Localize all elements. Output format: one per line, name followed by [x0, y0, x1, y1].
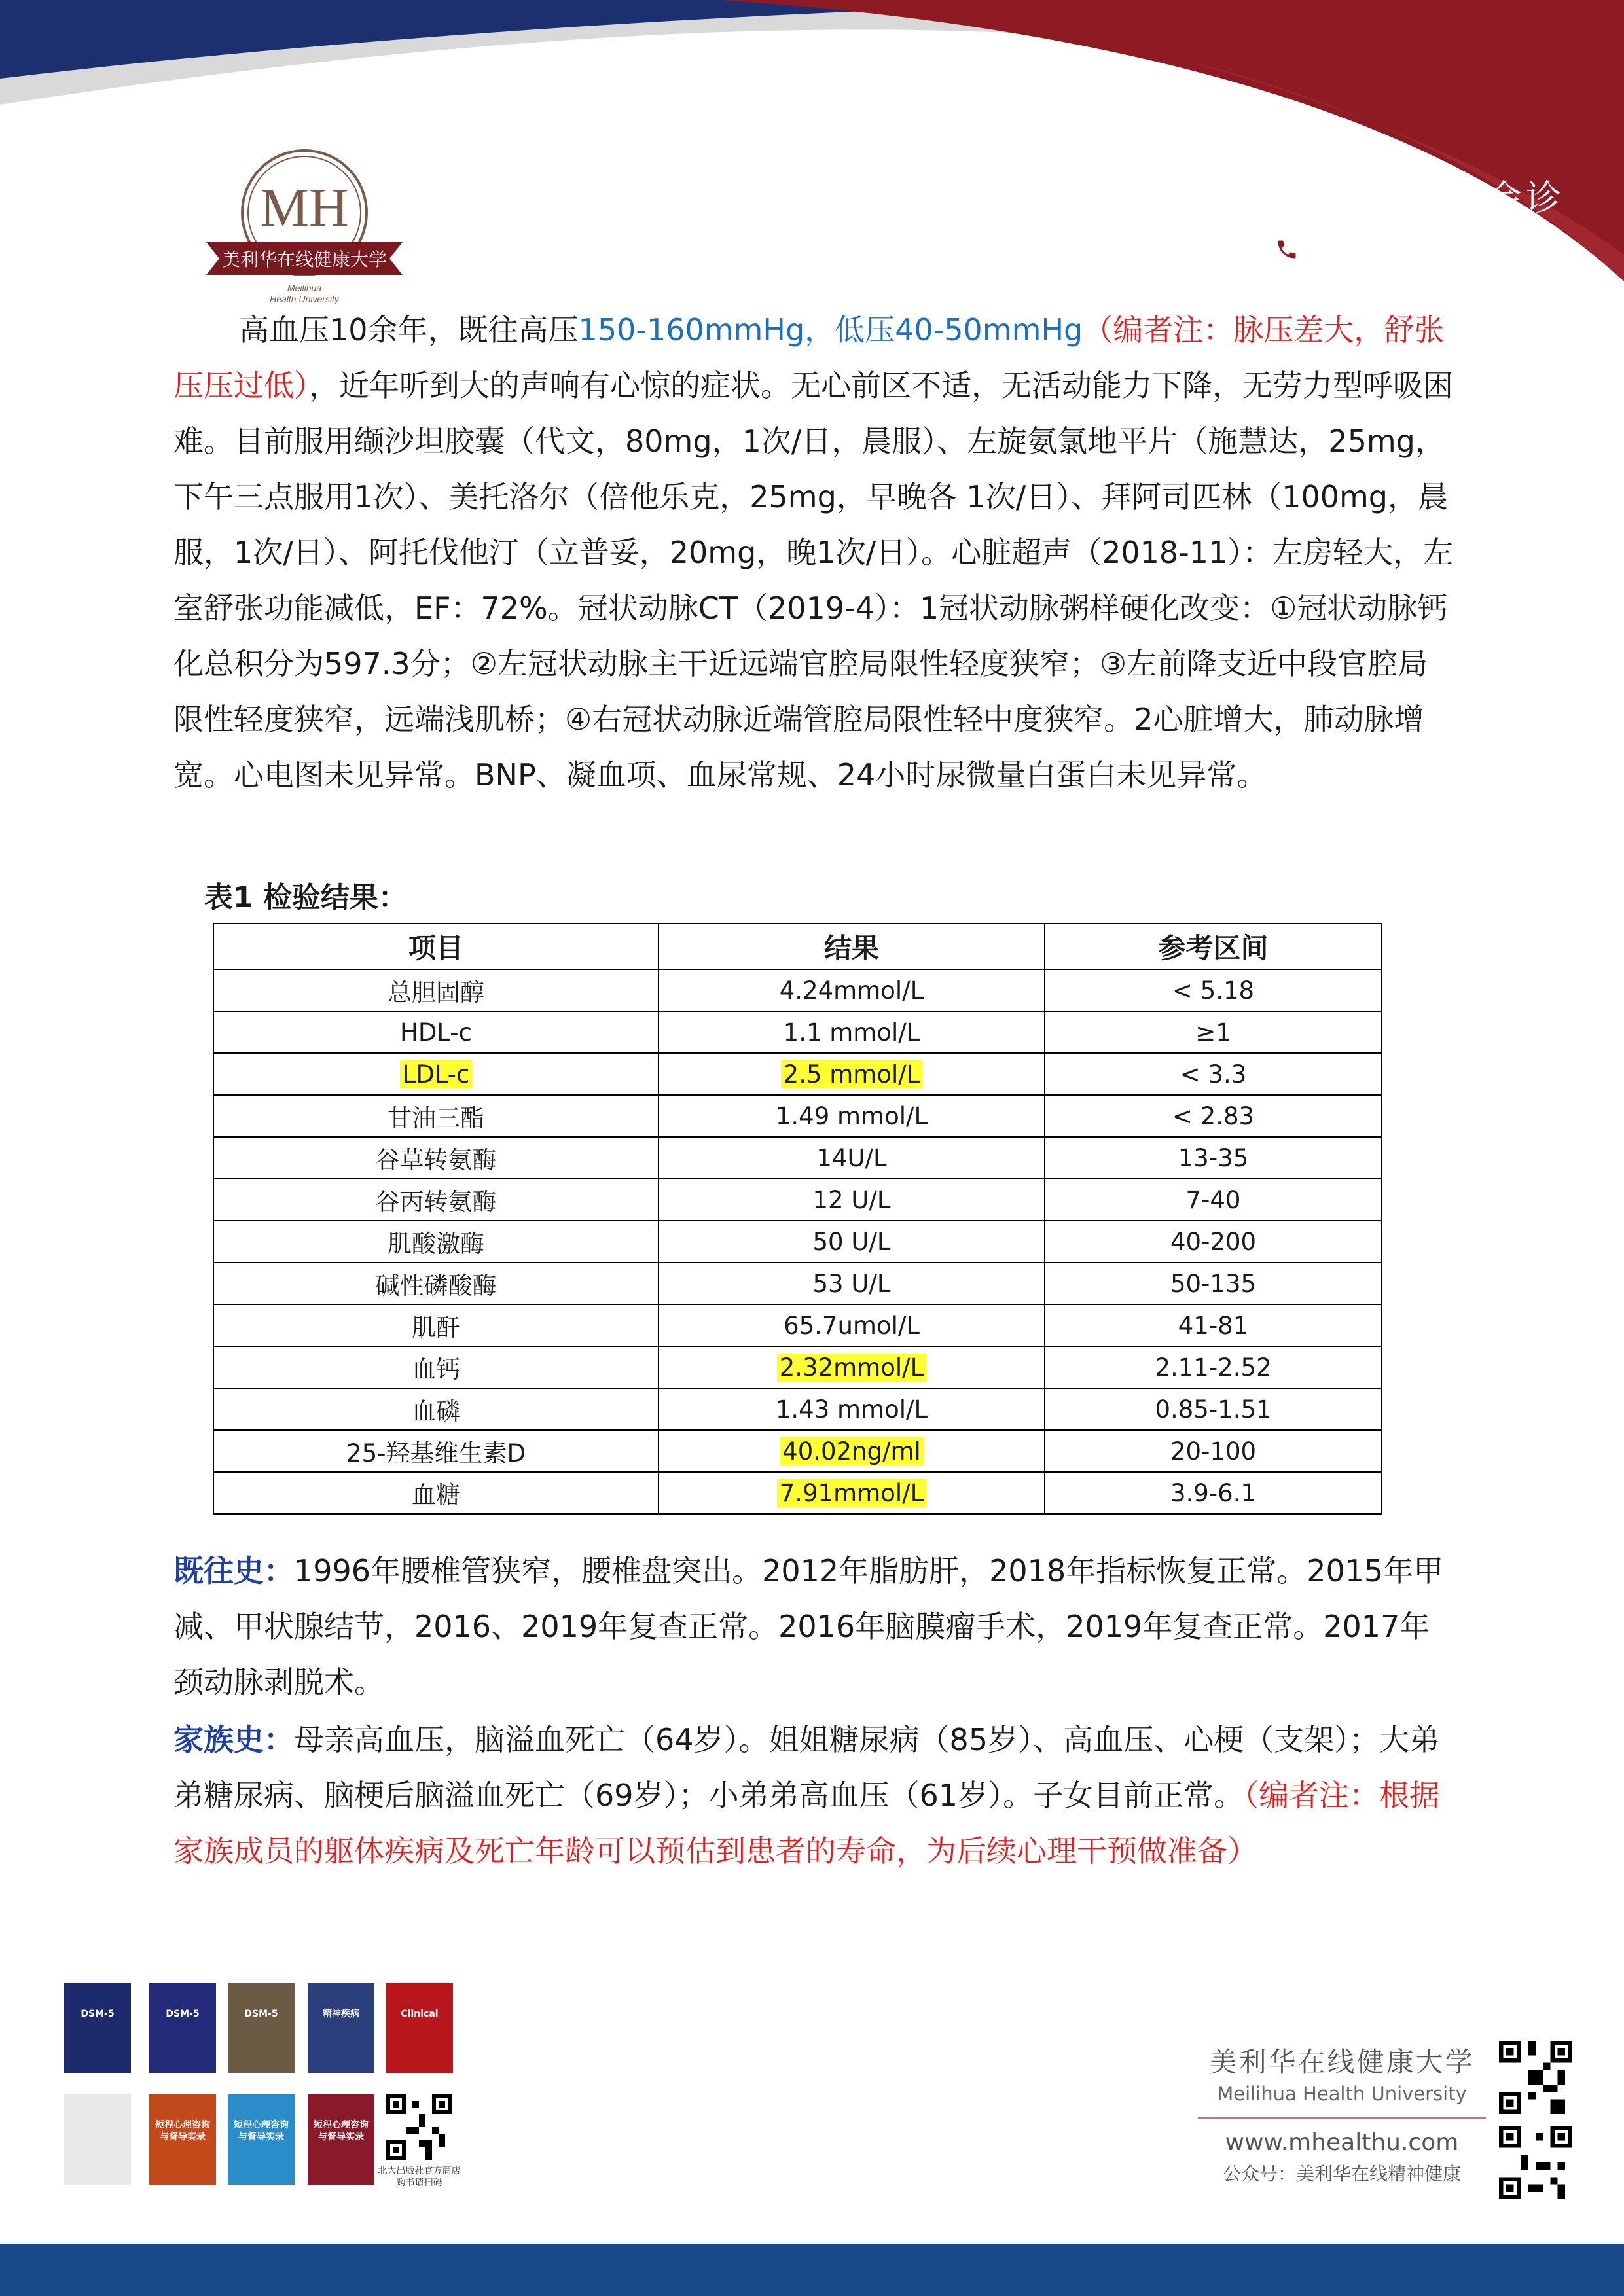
cell-ref-text: < 2.83 — [1172, 1102, 1255, 1130]
footer-qr-code-2[interactable] — [1499, 2126, 1572, 2199]
table-row — [213, 1263, 1382, 1304]
cell-item — [213, 1388, 659, 1430]
table-caption: 表1 检验结果： — [204, 881, 407, 914]
logo-name-cn: 美利华在线健康大学 — [221, 249, 388, 270]
book-cover-1[interactable]: DSM-5 — [64, 1983, 131, 2073]
cell-ref-text: 2.11-2.52 — [1155, 1353, 1272, 1382]
cell-ref-text: 7-40 — [1185, 1185, 1241, 1214]
cell-item-text: 血磷 — [412, 1397, 460, 1426]
cell-item — [213, 1095, 659, 1137]
cell-item — [213, 1304, 659, 1346]
cell-result-text: 50 U/L — [812, 1227, 891, 1256]
cell-result-text: 1.1 mmol/L — [783, 1018, 920, 1047]
footer-website-link[interactable]: www.mhealthu.com — [1225, 2129, 1459, 2156]
cell-ref-text: 3.9-6.1 — [1170, 1479, 1257, 1507]
phone-icon — [1269, 231, 1305, 268]
cell-ref — [1045, 1304, 1382, 1346]
contact-block — [1236, 175, 1565, 272]
cell-ref — [1045, 1179, 1382, 1221]
cell-ref — [1045, 1137, 1382, 1179]
footer-name-en: Meilihua Health University — [1217, 2083, 1467, 2105]
logo-name-en-2: Health University — [270, 294, 339, 304]
book-cover-2[interactable]: DSM-5 — [149, 1983, 216, 2073]
lab-results-table — [213, 923, 1382, 1515]
blood-pressure-values: 150-160mmHg，低压40-50mmHg — [578, 312, 1083, 348]
cell-result — [659, 1263, 1045, 1304]
cell-ref — [1045, 1346, 1382, 1388]
logo-name-en-1: Meilihua — [287, 283, 322, 293]
table-row — [213, 969, 1382, 1011]
cell-result-text: 2.5 mmol/L — [781, 1060, 923, 1088]
editor-note-family: （编者注：根据家族成员的躯体疾病及死亡年龄可以预估到患者的寿命，为后续心理干预做准备） — [173, 1778, 1440, 1869]
cell-result-text: 1.49 mmol/L — [775, 1102, 928, 1130]
footer-divider — [1198, 2117, 1486, 2119]
table-row — [213, 1346, 1382, 1388]
intro-text-a: 高血压10余年，既往高压 — [239, 312, 579, 348]
cell-item-text: 肌酸激酶 — [388, 1230, 484, 1258]
cell-result — [659, 1472, 1045, 1514]
cell-ref — [1045, 969, 1382, 1011]
cell-ref-text: < 5.18 — [1172, 976, 1255, 1005]
family-history-label: 家族史： — [173, 1722, 294, 1757]
cell-ref — [1045, 1388, 1382, 1430]
cell-result-text: 7.91mmol/L — [777, 1479, 926, 1507]
cell-result — [659, 1346, 1045, 1388]
footer-wechat-account: 公众号：美利华在线精神健康 — [1222, 2163, 1461, 2185]
cell-result — [659, 1388, 1045, 1430]
cell-result — [659, 969, 1045, 1011]
cell-item-text: 血钙 — [412, 1355, 460, 1384]
cell-item-text: 谷丙转氨酶 — [375, 1188, 497, 1216]
cell-result — [659, 1053, 1045, 1095]
family-history-text: 母亲高血压，脑溢血死亡（64岁）。姐姐糖尿病（85岁）、高血压、心梗（支架）；大弟弟糖尿病、脑梗后脑溢血死亡（69岁）；小弟弟高血压（61岁）。子女目前正常。 — [173, 1722, 1440, 1813]
table-row — [213, 1179, 1382, 1221]
cell-ref-text: 0.85-1.51 — [1155, 1395, 1272, 1424]
cell-ref — [1045, 1095, 1382, 1137]
table-row — [213, 1095, 1382, 1137]
cell-result-text: 40.02ng/ml — [780, 1437, 924, 1465]
cell-item-text: 总胆固醇 — [388, 978, 484, 1007]
hotline[interactable] — [1236, 226, 1565, 272]
cell-result — [659, 1221, 1045, 1263]
cell-ref-text: 41-81 — [1178, 1311, 1249, 1340]
footer-qr-code-1[interactable] — [1499, 2041, 1572, 2114]
cell-item — [213, 1221, 659, 1263]
book-cover-4[interactable]: 精神疾病 — [308, 1983, 374, 2073]
table-row — [213, 1472, 1382, 1514]
book-cover-9[interactable]: 短程心理咨询与督导实录 — [308, 2094, 374, 2185]
cell-ref — [1045, 1011, 1382, 1053]
cell-item — [213, 1053, 659, 1095]
table-row — [213, 1304, 1382, 1346]
cell-item — [213, 1179, 659, 1221]
table-header-row — [213, 924, 1382, 969]
header-reference: 参考区间 — [1045, 924, 1382, 969]
book-cover-6[interactable] — [64, 2094, 131, 2185]
cell-result-text: 12 U/L — [812, 1185, 891, 1214]
table-body — [213, 969, 1382, 1514]
cell-item-text: LDL-c — [400, 1060, 473, 1088]
header-item: 项目 — [213, 924, 659, 969]
table-row — [213, 1430, 1382, 1472]
cell-ref — [1045, 1221, 1382, 1263]
cell-ref — [1045, 1263, 1382, 1304]
cell-item — [213, 1472, 659, 1514]
cell-item-text: 肌酐 — [412, 1314, 460, 1342]
cell-ref-text: 40-200 — [1170, 1227, 1257, 1256]
cell-ref-text: 20-100 — [1170, 1437, 1257, 1465]
cell-result — [659, 1011, 1045, 1053]
cell-item-text: 25-羟基维生素D — [346, 1439, 526, 1467]
cell-item-text: 甘油三酯 — [388, 1104, 484, 1132]
cell-item-text: HDL-c — [400, 1018, 472, 1047]
cell-result — [659, 1095, 1045, 1137]
cell-ref-text: < 3.3 — [1180, 1060, 1247, 1088]
cell-item — [213, 1137, 659, 1179]
cell-result-text: 65.7umol/L — [784, 1311, 920, 1340]
cell-ref-text: 13-35 — [1178, 1143, 1249, 1172]
cell-ref — [1045, 1472, 1382, 1514]
footer-university-info — [1198, 2041, 1486, 2186]
slogan-text: 报名学习 督导会诊 — [1235, 177, 1565, 219]
logo-mark: MH — [260, 177, 349, 238]
cell-item-text: 血糖 — [412, 1481, 460, 1509]
book-cover-3[interactable]: DSM-5 — [228, 1983, 295, 2073]
editor-note-pulse: （编者注：脉压差大，舒张压压过低） — [173, 312, 1445, 403]
table-row — [213, 1388, 1382, 1430]
cell-ref-text: 50-135 — [1170, 1269, 1257, 1298]
book-cover-7[interactable]: 短程心理咨询与督导实录 — [149, 2094, 216, 2185]
intro-text-b: ，近年听到大的声响有心惊的症状。无心前区不适，无活动能力下降，无劳力型呼吸困难。目前服用缬沙坦胶囊（代文，80mg，1次/日，晨服）、左旋氨氯地平片（施慧达，25mg，下午三点服用1次）、美托洛尔（倍他乐克，25mg，早晚各 1次/日）、拜阿司匹林（100mg，晨服，1次/日）、阿托伐他汀（立普妥，20mg，晚1次/日）。心脏超声（2018-11）：左房轻大，左室舒张功能减低，EF：72%。冠状动脉CT（2019-4）：1冠状动脉粥样硬化改变：①冠状动脉钙化总积分为597.3分；②左冠状动脉主干近远端官腔局限性轻度狭窄；③左前降支近中段官腔局限性轻度狭窄，远端浅肌桥；④右冠状动脉近端管腔局限性轻中度狭窄。2心脏增大，肺动脉增宽。心电图未见异常。BNP、凝血项、血尿常规、24小时尿微量白蛋白未见异常。 — [173, 368, 1454, 793]
cell-result-text: 4.24mmol/L — [779, 976, 924, 1005]
past-history-text: 1996年腰椎管狭窄，腰椎盘突出。2012年脂肪肝，2018年指标恢复正常。2015年甲减、甲状腺结节，2016、2019年复查正常。2016年脑膜瘤手术，2019年复查正常。2017年颈动脉剥脱术。 — [173, 1553, 1444, 1700]
cell-item — [213, 1346, 659, 1388]
hotline-number: 4000-218-718 — [1314, 228, 1565, 270]
footer-name-cn: 美利华在线健康大学 — [1209, 2046, 1475, 2078]
book-store-qr-code[interactable] — [386, 2094, 452, 2160]
university-logo — [196, 144, 412, 314]
book-cover-8[interactable]: 短程心理咨询与督导实录 — [228, 2094, 295, 2185]
cell-item — [213, 969, 659, 1011]
cell-item — [213, 1263, 659, 1304]
book-collection — [64, 1983, 483, 2193]
cell-ref-text: ≥1 — [1195, 1018, 1231, 1047]
cell-result-text: 1.43 mmol/L — [775, 1395, 928, 1424]
cell-result-text: 53 U/L — [812, 1269, 891, 1298]
book-qr-caption: 北大出版社官方商店 购书请扫码 — [378, 2166, 461, 2188]
table-row — [213, 1053, 1382, 1095]
cell-item-text: 碱性磷酸酶 — [375, 1272, 497, 1300]
cell-item — [213, 1430, 659, 1472]
past-history-paragraph — [173, 1543, 1456, 1710]
cell-item — [213, 1011, 659, 1053]
intro-paragraph — [173, 302, 1456, 803]
header-result: 结果 — [659, 924, 1045, 969]
cell-item-text: 谷草转氨酶 — [375, 1146, 497, 1174]
cell-result — [659, 1304, 1045, 1346]
table-row — [213, 1011, 1382, 1053]
table-row — [213, 1221, 1382, 1263]
book-cover-5[interactable]: Clinical — [386, 1983, 453, 2073]
cell-result-text: 2.32mmol/L — [777, 1354, 926, 1382]
past-history-label: 既往史： — [173, 1553, 294, 1588]
cell-ref — [1045, 1430, 1382, 1472]
cell-result — [659, 1430, 1045, 1472]
cell-result-text: 14U/L — [816, 1143, 887, 1172]
cell-result — [659, 1179, 1045, 1221]
cell-result — [659, 1137, 1045, 1179]
footer-bar — [0, 2244, 1624, 2296]
cell-ref — [1045, 1053, 1382, 1095]
family-history-paragraph — [173, 1712, 1456, 1879]
table-row — [213, 1137, 1382, 1179]
